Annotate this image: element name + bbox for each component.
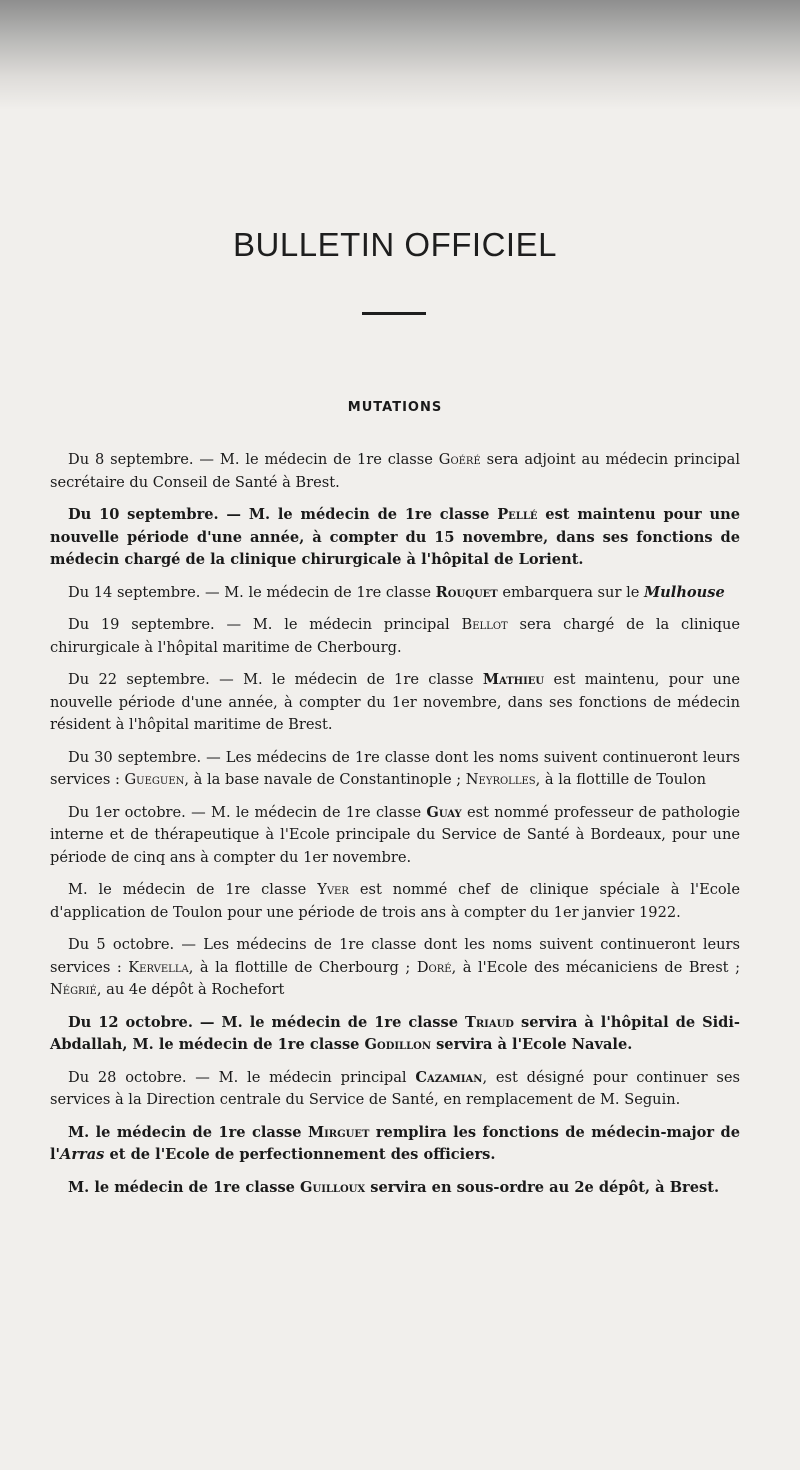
paragraph-text: , à l'Ecole des mécaniciens de Brest ;	[451, 958, 740, 976]
person-name: Kervella	[128, 958, 189, 976]
paragraph-text: sera adjoint au médecin principal secrétaire du Conseil de Santé à Brest.	[50, 451, 740, 491]
title-rule	[362, 312, 426, 315]
person-name: Doré	[416, 958, 452, 976]
paragraph-text: est nommé chef de clinique spéciale à l'Ecole d'application de Toulon pour une période de trois ans à compter du 1er janvier 1922.	[50, 881, 740, 921]
paragraph-text: Du 28 octobre. — M. le médecin principal	[68, 1068, 416, 1086]
paragraph	[50, 934, 740, 1002]
paragraph-text: est maintenu, pour une nouvelle période d'une année, à compter du 1er novembre, dans ses fonctions de médecin résident à l'hôpital maritime de Brest.	[50, 671, 740, 733]
ship-name: Mulhouse	[644, 583, 725, 601]
paragraph-text: , à la flottille de Toulon	[535, 771, 707, 788]
paragraph	[50, 449, 740, 494]
paragraph	[50, 802, 740, 870]
paragraph-text: sera chargé de la clinique chirurgicale à l'hôpital maritime de Cherbourg.	[50, 616, 740, 656]
paragraph-text: servira à l'Ecole Navale.	[430, 1036, 633, 1053]
document-page	[50, 0, 740, 1470]
paragraph	[50, 669, 740, 737]
paragraph	[50, 614, 740, 659]
person-name: Rouquet	[435, 583, 498, 601]
paragraph-text: est nommé professeur de pathologie interne et de thérapeutique à l'Ecole principale du Service de Santé à Bordeaux, pour une période de cinq ans à compter du 1er novembre.	[50, 803, 740, 866]
person-name: Yver	[317, 881, 349, 898]
paragraph-text: Du 8 septembre. — M. le médecin de 1re classe	[68, 451, 439, 468]
person-name: Bellot	[461, 616, 508, 633]
person-name: Goéré	[438, 451, 481, 468]
paragraph	[50, 879, 740, 924]
person-name: Gueguen	[124, 771, 185, 788]
paragraph-text: Du 5 octobre. — Les médecins de 1re classe dont les noms suivent continueront leurs services :	[50, 936, 740, 976]
person-name: Neyrolles	[465, 771, 536, 788]
person-name: Cazamian	[415, 1068, 483, 1086]
paragraph-text: Du 1er octobre. — M. le médecin de 1re classe	[68, 803, 427, 821]
paragraph-text: M. le médecin de 1re classe	[68, 881, 318, 898]
person-name: Mathieu	[482, 671, 545, 688]
paragraph-text: servira à l'hôpital de Sidi-Abdallah, M. le médecin de 1re classe	[50, 1013, 740, 1053]
paragraph-text: embarquera sur le	[497, 583, 645, 601]
paragraph-text: , au 4e dépôt à Rochefort	[96, 981, 285, 998]
paragraph-text: , à la base navale de Constantinople ;	[184, 771, 466, 788]
paragraph-text: Du 22 septembre. — M. le médecin de 1re classe	[68, 671, 483, 688]
person-name: Guilloux	[300, 1178, 366, 1196]
paragraph	[50, 1122, 740, 1167]
paragraph-text: Du 19 septembre. — M. le médecin principal	[68, 616, 462, 633]
page-title: BULLETIN OFFICIEL	[233, 226, 557, 263]
paragraph	[50, 1012, 740, 1057]
paragraph-text: servira en sous-ordre au 2e dépôt, à Brest.	[365, 1178, 720, 1196]
paragraph	[50, 504, 740, 572]
person-name: Godillon	[364, 1036, 431, 1053]
paragraph	[50, 1177, 740, 1200]
paragraph-text: remplira les fonctions de médecin-major de l'	[50, 1123, 740, 1163]
paragraph	[50, 1067, 740, 1112]
body-text	[50, 449, 740, 1209]
person-name: Mirguet	[307, 1123, 370, 1141]
section-title: MUTATIONS	[347, 400, 443, 415]
paragraph-text: Du 14 septembre. — M. le médecin de 1re classe	[68, 583, 436, 601]
person-name: Pellé	[497, 506, 538, 523]
paragraph	[50, 747, 740, 792]
person-name: Triaud	[464, 1013, 514, 1031]
person-name: Négrié	[50, 981, 97, 998]
paragraph-text: est maintenu pour une nouvelle période d'une année, à compter du 15 novembre, dans ses fonctions de médecin chargé de la clinique chirurgicale à l'hôpital de Lorient.	[50, 506, 740, 568]
paragraph-text: et de l'Ecole de perfectionnement des officiers.	[104, 1146, 496, 1163]
paragraph	[50, 582, 740, 605]
paragraph-text: Du 12 octobre. — M. le médecin de 1re classe	[68, 1013, 465, 1031]
paragraph-text: M. le médecin de 1re classe	[68, 1123, 308, 1141]
paragraph-text: Du 30 septembre. — Les médecins de 1re classe dont les noms suivent continueront leurs services :	[50, 748, 740, 788]
paragraph-text: M. le médecin de 1re classe	[68, 1178, 301, 1196]
person-name: Guay	[426, 803, 462, 821]
paragraph-text: , à la flottille de Cherbourg ;	[188, 958, 417, 976]
paragraph-text: Du 10 septembre. — M. le médecin de 1re classe	[68, 506, 498, 523]
ship-name: Arras	[60, 1146, 105, 1163]
paragraph-text: , est désigné pour continuer ses services à la Direction centrale du Service de Santé, en remplacement de M. Seguin.	[50, 1068, 740, 1108]
